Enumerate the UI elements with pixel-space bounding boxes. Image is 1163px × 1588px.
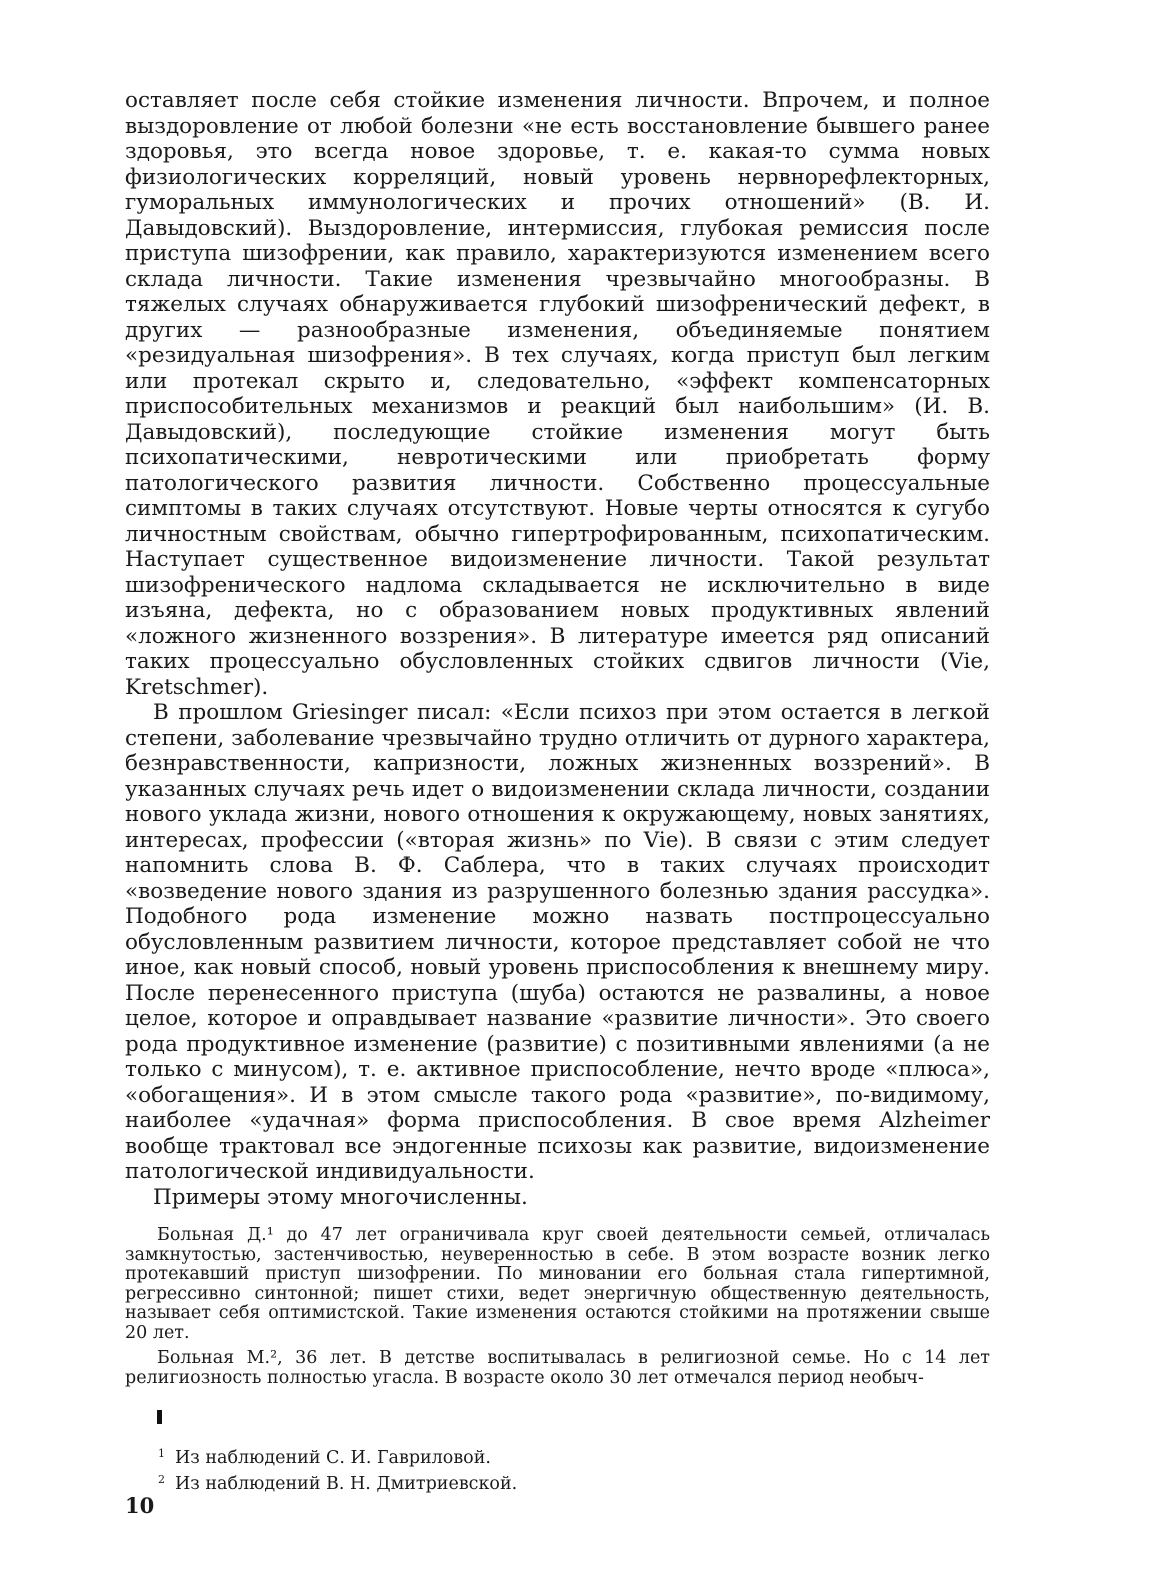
main-text [125,88,990,1210]
footnote-text: Из наблюдений С. И. Гавриловой. [175,1448,491,1468]
paragraph: оставляет после себя стойкие изменения личности. Впрочем, и полное выздоровление от любой болезни «не есть восстановление бывшего ранее здоровья, это всегда новое здоровье, т. е. какая-то сумма новых физиологических корреляций, новый уровень нервнорефлекторных, гуморальных иммунологических и прочих отношений» (В. И. Давыдовский). Выздоровление, интермиссия, глубокая ремиссия после приступа шизофрении, как правило, характеризуются изменением всего склада личности. Такие изменения чрезвычайно многообразны. В тяжелых случаях обнаруживается глубокий шизофренический дефект, в других — разнообразные изменения, объединяемые понятием «резидуальная шизофрения». В тех случаях, когда приступ был легким или протекал скрыто и, следовательно, «эффект компенсаторных приспособительных механизмов и реакций был наибольшим» (И. В. Давыдовский), последующие стойкие изменения могут быть психопатическими, невротическими или приобретать форму патологического развития личности. Собственно процессуальные симптомы в таких случаях отсутствуют. Новые черты относятся к сугубо личностным свойствам, обычно гипертрофированным, психопатическим. Наступает существенное видоизменение личности. Такой результат шизофренического надлома складывается не исключительно в виде изъяна, дефекта, но с образованием новых продуктивных явлений «ложного жизненного воззрения». В литературе имеется ряд описаний таких процессуально обусловленных стойких сдвигов личности (Vie, Kretschmer). [125,88,990,700]
footnote-mark: 1 [158,1447,165,1460]
case-paragraph: Больная М.², 36 лет. В детстве воспитывалась в религиозной семье. Но с 14 лет религиозность полностью угасла. В возрасте около 30 лет отмечался период необыч- [125,1348,990,1388]
footnote [158,1469,858,1495]
case-paragraph: Больная Д.¹ до 47 лет ограничивала круг своей деятельности семьей, отличалась замкнутостью, застенчивостью, неуверенностью в себе. В этом возрасте возник легко протекавший приступ шизофрении. По миновании его больная стала гипертимной, регрессивно синтонной; пишет стихи, ведет энергичную общественную деятельность, называет себя оптимистской. Такие изменения остаются стойкими на протяжении свыше 20 лет. [125,1225,990,1343]
print-mark [157,1410,162,1424]
case-examples [125,1226,990,1388]
paragraph: Примеры этому многочисленны. [153,1184,528,1210]
footnote [158,1443,858,1469]
page-content [125,88,990,1394]
footnote-text: Из наблюдений В. Н. Дмитриевской. [175,1474,518,1494]
footnotes [158,1443,858,1495]
paragraph: В прошлом Griesinger писал: «Если психоз при этом остается в легкой степени, заболевание чрезвычайно трудно отличить от дурного характера, безнравственности, капризности, ложных жизненных воззрений». В указанных случаях речь идет о видоизменении склада личности, создании нового уклада жизни, нового отношения к окружающему, новых занятиях, интересах, профессии («вторая жизнь» по Vie). В связи с этим следует напомнить слова В. Ф. Саблера, что в таких случаях происходит «возведение нового здания из разрушенного болезнью здания рассудка». Подобного рода изменение можно назвать постпроцессуально обусловленным развитием личности, которое представляет собой не что иное, как новый способ, новый уровень приспособления к внешнему миру. После перенесенного приступа (шуба) остаются не развалины, а новое целое, которое и оправдывает название «развитие личности». Это своего рода продуктивное изменение (развитие) с позитивными явлениями (а не только с минусом), т. е. активное приспособление, нечто вроде «плюса», «обогащения». И в этом смысле такого рода «развитие», по-видимому, наиболее «удачная» форма приспособления. В свое время Alzheimer вообще трактовал все эндогенные психозы как развитие, видоизменение патологической индивидуальности. [125,700,990,1184]
page-number: 10 [125,1493,155,1518]
footnote-mark: 2 [158,1473,165,1486]
